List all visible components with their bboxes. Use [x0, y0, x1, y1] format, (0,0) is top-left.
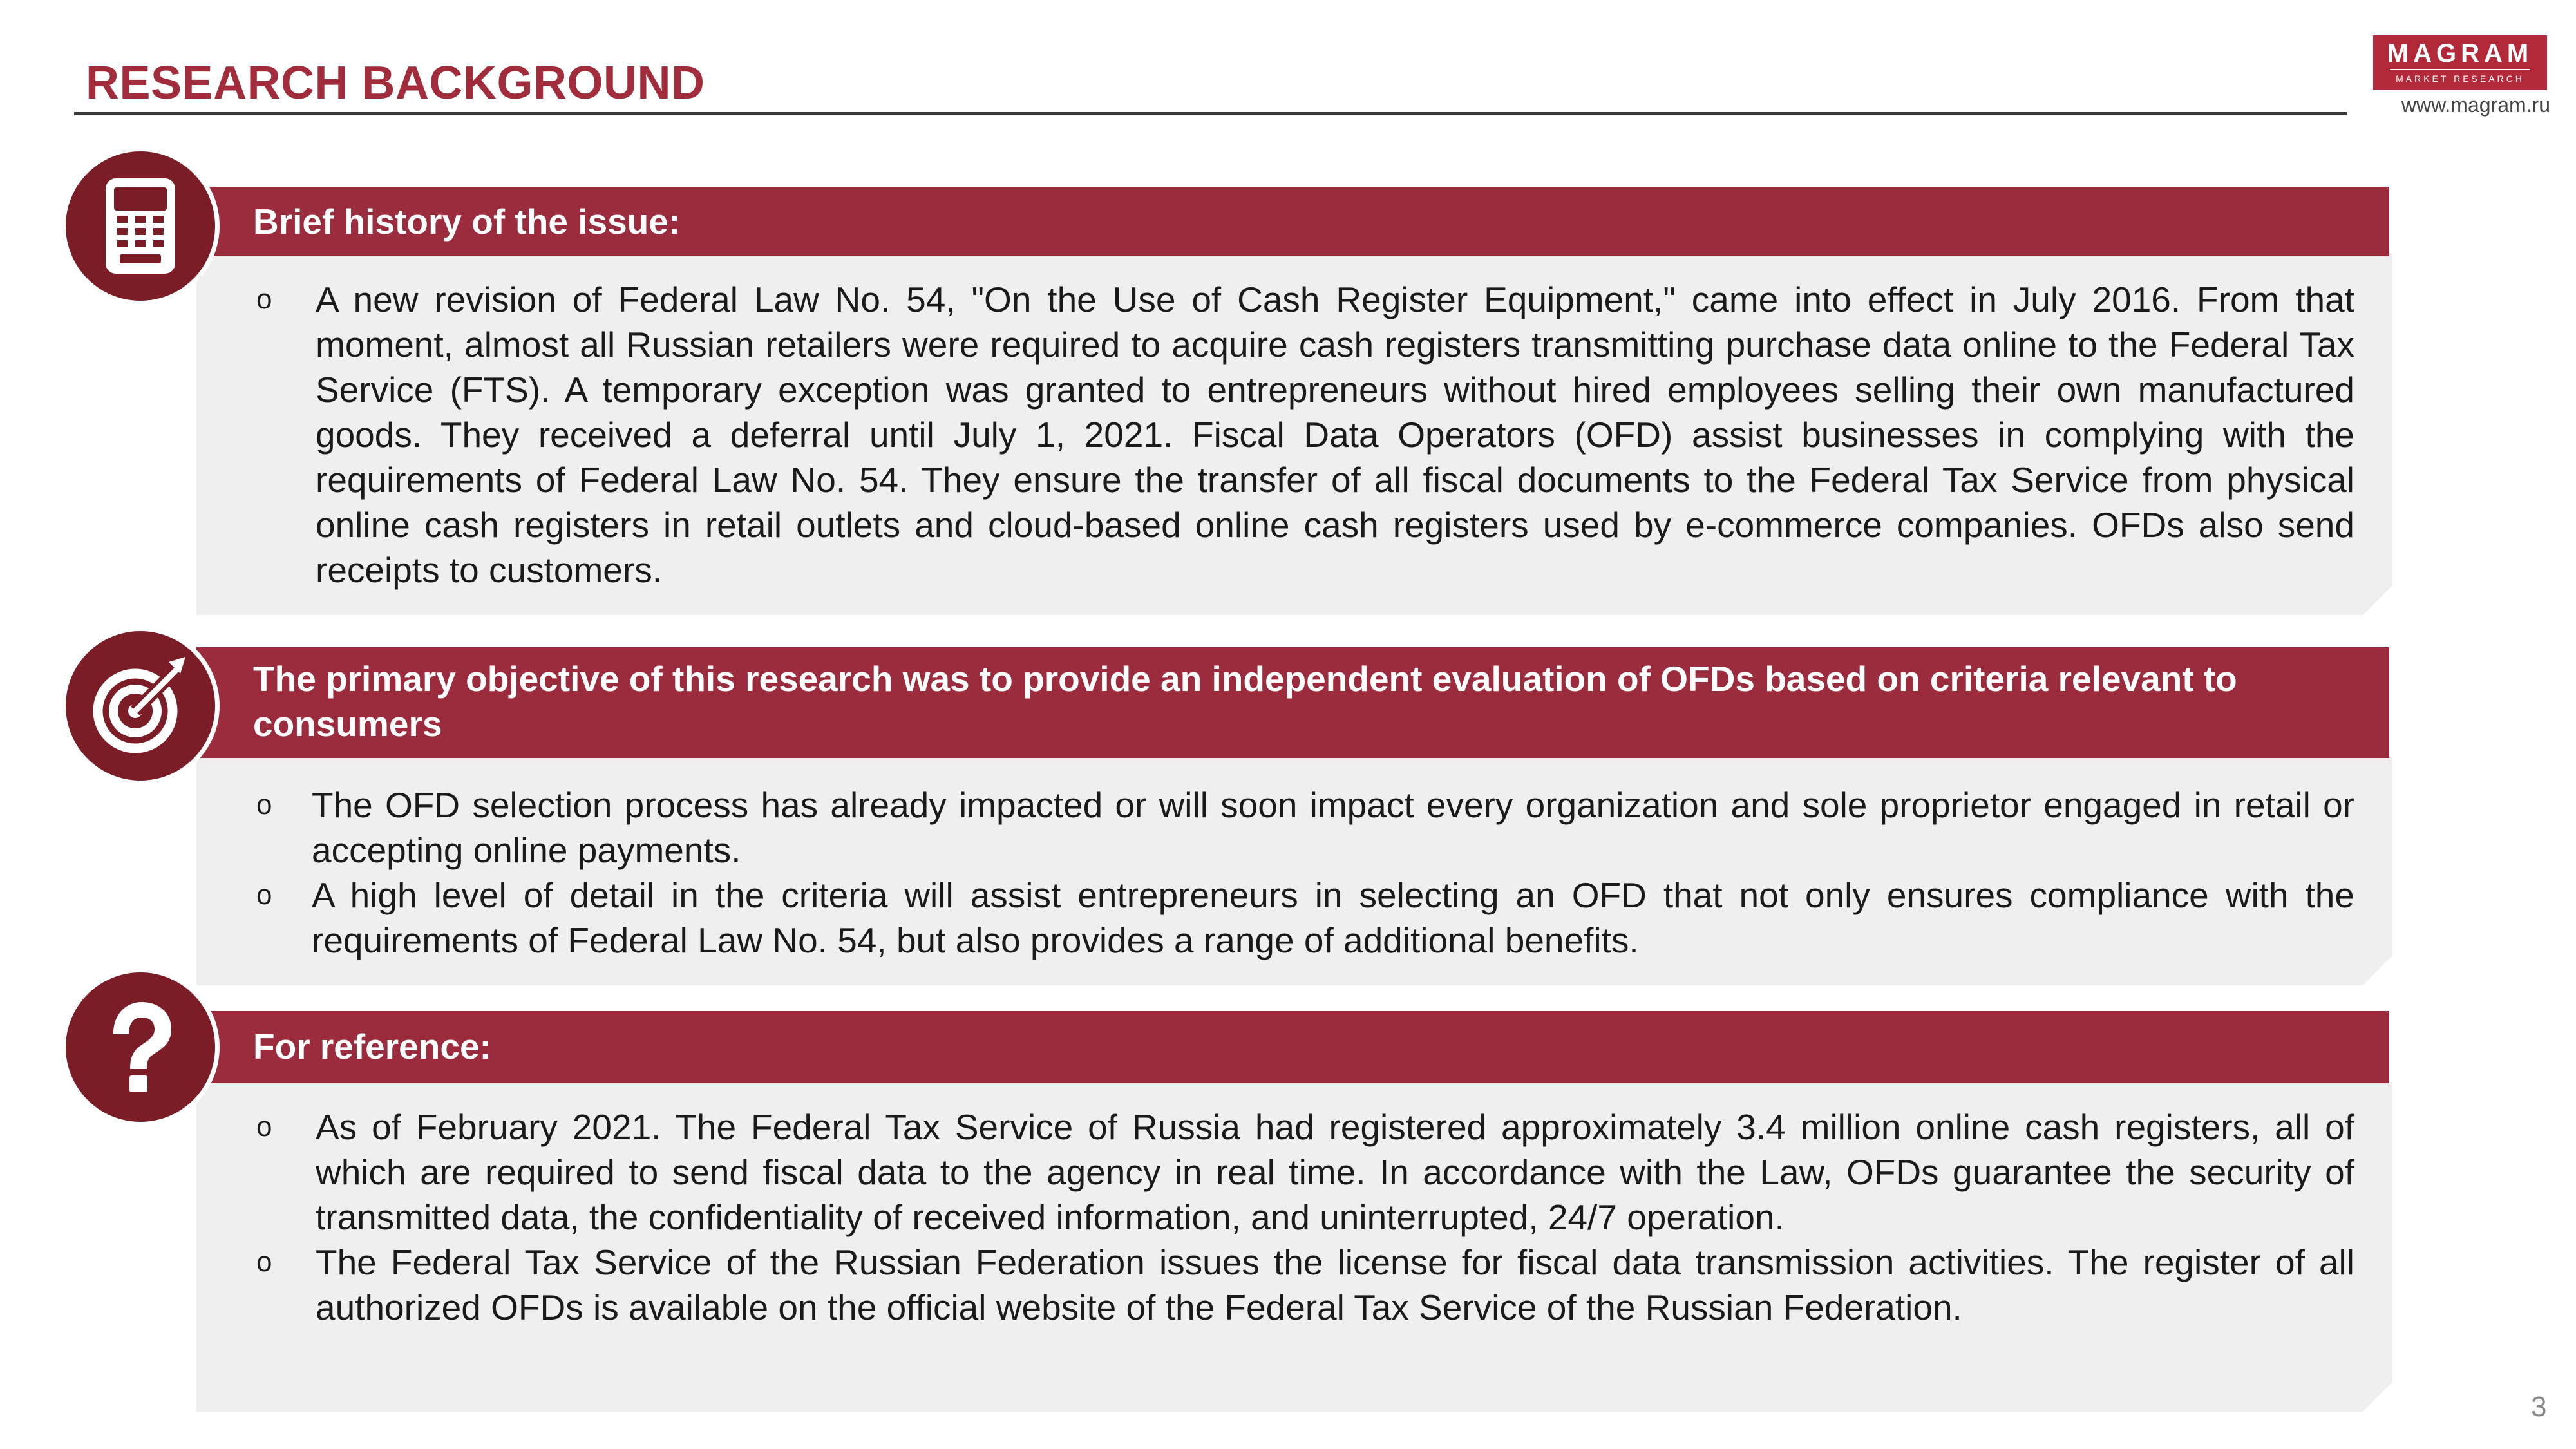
website-url: www.magram.ru	[2401, 93, 2550, 117]
logo-divider	[2390, 69, 2530, 70]
bullet-text: The OFD selection process has already impacted or will soon impact every organization and sole proprietor engaged in retail or accepting online payments.	[312, 785, 2354, 870]
section-2-icon-circle	[66, 631, 215, 781]
section-1-header-band	[196, 187, 2389, 256]
section-1-heading: Brief history of the issue:	[253, 202, 681, 242]
bullet-marker: o	[256, 283, 272, 315]
bullet-text: A new revision of Federal Law No. 54, "On the Use of Cash Register Equipment," came into effect in July 2016. From that moment, almost all Russian retailers were required to acquire cash registers transmitting purchase data online to the Federal Tax Service (FTS). A temporary exception was granted to entrepreneurs without hired employees selling their own manufactured goods. They received a deferral until July 1, 2021. Fiscal Data Operators (OFD) assist businesses in complying with the requirements of Federal Law No. 54. They ensure the transfer of all fiscal documents to the Federal Tax Service from physical online cash registers in retail outlets and cloud-based online cash registers used by e-commerce companies. OFDs also send receipts to customers.	[316, 279, 2354, 590]
title-underline	[74, 112, 2347, 115]
section-3-header-band	[196, 1011, 2389, 1083]
bullet-marker: o	[256, 789, 272, 820]
list-item	[256, 873, 2354, 963]
list-item	[256, 782, 2354, 873]
list-item	[256, 1240, 2354, 1330]
target-icon	[66, 631, 215, 781]
bullet-text: A high level of detail in the criteria will assist entrepreneurs in selecting an OFD that not only ensures compliance with the requirements of Federal Law No. 54, but also provides a range of additional benefits.	[312, 875, 2354, 960]
question-mark-icon	[66, 972, 215, 1122]
section-3-icon-circle	[66, 972, 215, 1122]
section-1-bullet-list	[256, 277, 2354, 592]
cash-register-icon	[66, 151, 215, 301]
bullet-marker: o	[256, 1111, 272, 1142]
company-logo	[2373, 35, 2547, 90]
section-2-bullet-list	[256, 782, 2354, 963]
section-3-heading: For reference:	[253, 1027, 491, 1066]
logo-wordmark: MAGRAM	[2387, 39, 2533, 68]
section-3-bullet-list	[256, 1104, 2354, 1330]
section-2-header-band	[196, 647, 2389, 758]
bullet-text: The Federal Tax Service of the Russian Federation issues the license for fiscal data transmission activities. The register of all authorized OFDs is available on the official website of the Federal Tax Service of the Russian Federation.	[316, 1242, 2354, 1327]
list-item	[256, 277, 2354, 592]
bullet-text: As of February 2021. The Federal Tax Service of Russia had registered approximately 3.4 million online cash registers, all of which are required to send fiscal data to the agency in real time. In accordance with the Law, OFDs guarantee the security of transmitted data, the confidentiality of received information, and uninterrupted, 24/7 operation.	[316, 1107, 2354, 1237]
logo-tagline: MARKET RESEARCH	[2396, 73, 2524, 84]
bullet-marker: o	[256, 1246, 272, 1278]
list-item	[256, 1104, 2354, 1240]
section-2-heading: The primary objective of this research was to provide an independent evaluation of OFDs based on criteria relevant to consumers	[253, 659, 2237, 744]
page-title: RESEARCH BACKGROUND	[86, 57, 705, 109]
page-number: 3	[2531, 1391, 2547, 1423]
section-1-icon-circle	[66, 151, 215, 301]
bullet-marker: o	[256, 879, 272, 911]
